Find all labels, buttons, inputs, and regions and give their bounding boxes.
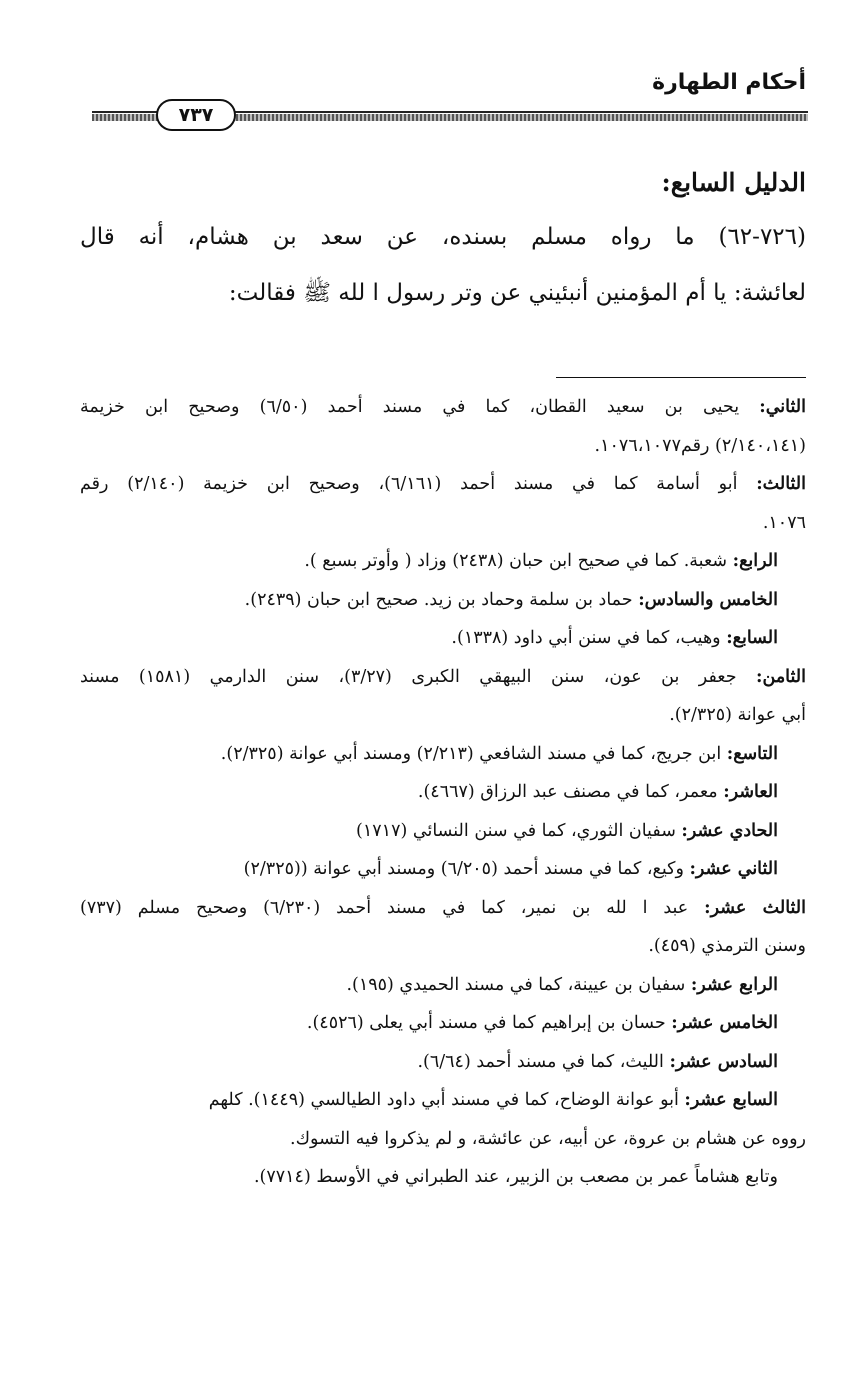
footnote-line [80, 889, 806, 928]
footnote-label: الرابع: [732, 551, 778, 571]
footnote-line [80, 850, 806, 889]
footnote-line [80, 1004, 806, 1043]
footnote-label: السادس عشر: [669, 1051, 778, 1072]
running-title: أحكام الطهارة [652, 70, 806, 95]
footnote-line [80, 504, 806, 543]
footnote-text: عبد ا لله بن نمير، كما في مسند أحمد (٦/٢٣٠) وصحيح مسلم (٧٣٧) [80, 897, 705, 918]
footnote-line [80, 1043, 806, 1082]
footnote-text: أبي عوانة (٢/٣٢٥). [669, 705, 806, 725]
footnote-text: وهيب، كما في سنن أبي داود (١٣٣٨). [451, 628, 727, 648]
footnote-text: الليث، كما في مسند أحمد (٦/٦٤). [417, 1051, 670, 1072]
footnote-text: معمر، كما في مصنف عبد الرزاق (٤٦٦٧). [417, 782, 724, 802]
footnote-text: يحيى بن سعيد القطان، كما في مسند أحمد (٦/٥٠) وصحيح ابن خزيمة [80, 397, 760, 417]
footnote-text: وكيع، كما في مسند أحمد (٦/٢٠٥) ومسند أبي عوانة ((٢/٣٢٥) [243, 859, 690, 879]
footnote-label: الثاني عشر: [689, 859, 778, 879]
main-paragraph [80, 209, 806, 321]
footnote-line [80, 388, 806, 427]
footnote-separator [556, 377, 806, 378]
footnote-line [80, 619, 806, 658]
footnote-line [80, 581, 806, 620]
footnote-line [80, 542, 806, 581]
footnote-label: الثاني: [759, 397, 806, 417]
footnote-line [80, 1120, 806, 1159]
footnote-text: أبو عوانة الوضاح، كما في مسند أبي داود الطيالسي (١٤٤٩). كلهم [208, 1090, 685, 1110]
footnote-line [80, 927, 806, 966]
footnote-line [80, 427, 806, 466]
footnote-text: وسنن الترمذي (٤٥٩). [648, 936, 806, 956]
footnotes [80, 388, 806, 1197]
main-line: (٧٢٦-٦٢) ما رواه مسلم بسنده، عن سعد بن هشام، أنه قال [80, 224, 806, 250]
footnote-label: الثالث عشر: [704, 897, 806, 918]
footnote-line [80, 1081, 806, 1120]
footnote-text: حسان بن إبراهيم كما في مسند أبي يعلى (٤٥٢٦). [306, 1013, 672, 1033]
footnote-text: أبو أسامة كما في مسند أحمد (٦/١٦١)، وصحيح ابن خزيمة (٢/١٤٠) رقم [80, 474, 757, 494]
footnote-label: السابع عشر: [684, 1090, 778, 1110]
footnote-line [80, 735, 806, 774]
footnote-label: التاسع: [726, 743, 778, 764]
footnote-label: الخامس والسادس: [638, 589, 778, 610]
footnote-line [80, 773, 806, 812]
footnote-text: ابن جريج، كما في مسند الشافعي (٢/٢١٣) ومسند أبي عوانة (٢/٣٢٥). [220, 743, 727, 764]
footnote-line [80, 966, 806, 1005]
footnote-text: رووه عن هشام بن عروة، عن أبيه، عن عائشة، و لم يذكروا فيه التسوك. [290, 1128, 806, 1149]
footnote-line [80, 1158, 806, 1197]
footnote-label: الحادي عشر: [681, 820, 778, 841]
footnote-text: سفيان الثوري، كما في سنن النسائي (١٧١٧) [356, 820, 682, 841]
footnote-label: الثالث: [756, 474, 807, 494]
footnote-label: الثامن: [756, 666, 806, 687]
footnote-label: العاشر: [723, 782, 778, 802]
footnote-text: وتابع هشاماً عمر بن مصعب بن الزبير، عند الطبراني في الأوسط (٧٧١٤). [253, 1167, 778, 1187]
footnote-text: (٢/١٤٠،١٤١) رقم١٠٧٦،١٠٧٧. [594, 435, 806, 456]
footnote-text: حماد بن سلمة وحماد بن زيد. صحيح ابن حبان (٢٤٣٩). [244, 589, 639, 610]
section-heading: الدليل السابع: [661, 168, 806, 197]
main-text-block [80, 168, 806, 321]
page-number: ٧٣٧ [156, 99, 236, 131]
main-line: لعائشة: يا أم المؤمنين أنبئيني عن وتر رسول ا لله ﷺ فقالت: [228, 280, 806, 306]
footnote-text: شعبة. كما في صحيح ابن حبان (٢٤٣٨) وزاد ( وأوتر بسبع ). [304, 551, 733, 571]
footnote-line [80, 465, 806, 504]
footnote-label: السابع: [726, 628, 778, 648]
footnote-text: سفيان بن عيينة، كما في مسند الحميدي (١٩٥). [346, 974, 691, 995]
footnote-text: جعفر بن عون، سنن البيهقي الكبرى (٣/٢٧)، سنن الدارمي (١٥٨١) مسند [80, 666, 757, 687]
footnote-text: ١٠٧٦. [762, 512, 806, 533]
footnote-line [80, 658, 806, 697]
footnote-label: الرابع عشر: [690, 974, 778, 995]
footnote-label: الخامس عشر: [671, 1013, 778, 1033]
footnote-line [80, 812, 806, 851]
footnote-line [80, 696, 806, 735]
